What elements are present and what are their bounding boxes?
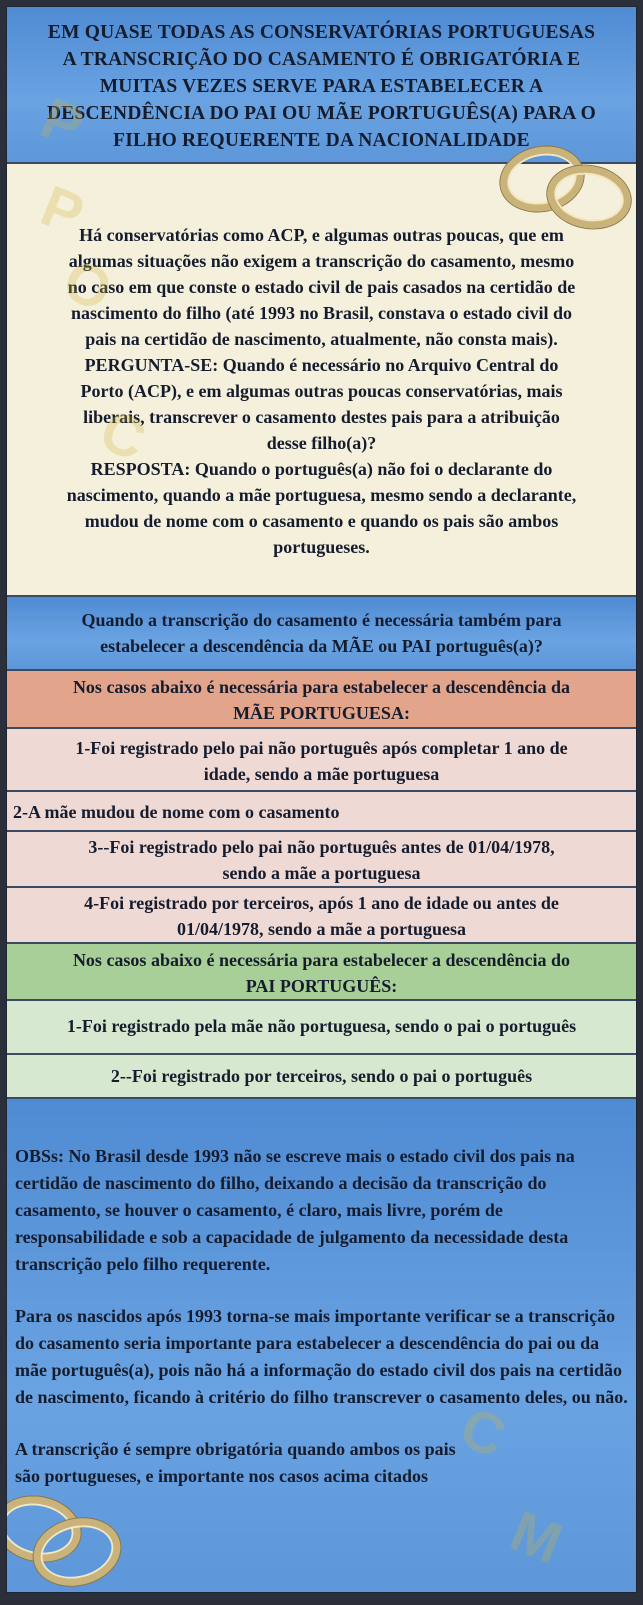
- question-line: PERGUNTA-SE: Quando é necessário no Arquivo Central do: [84, 355, 559, 375]
- title-line: FILHO REQUERENTE DA NACIONALIDADE: [113, 130, 530, 151]
- father-case-1: [7, 1001, 636, 1055]
- intro-line: pais na certidão de nascimento, atualmente, não consta mais).: [85, 329, 558, 349]
- father-header-line: Nos casos abaixo é necessária para estabelecer a descendência do: [72, 950, 571, 970]
- answer-line: RESPOSTA: Quando o português(a) não foi o declarante do: [90, 459, 553, 479]
- mother-header-line: MÃE PORTUGUESA:: [233, 703, 410, 723]
- question-text: Quando a transcrição do casamento é necessária também para: [81, 610, 562, 630]
- case-line: 1-Foi registrado pela mãe não portuguesa, sendo o pai o português: [66, 1016, 577, 1036]
- mother-case-2: [7, 792, 636, 832]
- obs-paragraph: Para os nascidos após 1993 torna-se mais importante verificar se a transcrição do casamento seria importante para estabelecer a descendência do pai ou da mãe português(a), pois não há a informação do estado civil dos pais na certidão de nascimento, ficando à critério do filho transcrever o casamento deles, ou não.: [15, 1306, 628, 1407]
- watermark: C: [451, 1394, 515, 1471]
- case-line: 3--Foi registrado pelo pai não português antes de 01/04/1978,: [88, 837, 555, 857]
- watermark: C: [91, 397, 155, 474]
- father-header-line: PAI PORTUGUÊS:: [245, 976, 398, 996]
- case-line: 01/04/1978, sendo a mãe a portuguesa: [176, 919, 466, 939]
- question-line: desse filho(a)?: [266, 433, 377, 453]
- intro-line: no caso em que conste o estado civil de pais casados na certidão de: [67, 277, 576, 297]
- watermark: M: [501, 1498, 571, 1577]
- intro-line: nascimento do filho (até 1993 no Brasil, constava o estado civil do: [70, 303, 572, 323]
- case-line: 2--Foi registrado por terceiros, sendo o pai o português: [110, 1066, 533, 1086]
- mother-case-4: [7, 888, 636, 944]
- mother-case-3: [7, 832, 636, 888]
- answer-line: mudou de nome com o casamento e quando os pais são ambos: [84, 511, 559, 531]
- case-line: 1-Foi registrado pelo pai não português após completar 1 ano de: [75, 738, 568, 758]
- case-line: 4-Foi registrado por terceiros, após 1 ano de idade ou antes de: [84, 893, 559, 913]
- mother-case-1: [7, 729, 636, 792]
- intro-block: [7, 164, 636, 597]
- title-block: [7, 7, 636, 164]
- answer-line: nascimento, quando a mãe portuguesa, mesmo sendo a declarante,: [66, 485, 577, 505]
- intro-line: Há conservatórias como ACP, e algumas outras poucas, que em: [79, 225, 564, 245]
- case-line: 2-A mãe mudou de nome com o casamento: [13, 802, 340, 822]
- question-text: estabelecer a descendência da MÃE ou PAI português(a)?: [100, 636, 543, 656]
- question-line: Porto (ACP), e em algumas outras poucas conservatórias, mais: [80, 381, 563, 401]
- mother-header-line: Nos casos abaixo é necessária para estabelecer a descendência da: [72, 677, 571, 697]
- watermark: P: [32, 173, 93, 248]
- case-line: sendo a mãe a portuguesa: [222, 863, 421, 883]
- case-line: idade, sendo a mãe portuguesa: [203, 764, 440, 784]
- title-line: EM QUASE TODAS AS CONSERVATÓRIAS PORTUGUESAS: [47, 22, 596, 43]
- question-line: liberais, transcrever o casamento destes pais para a atribuição: [83, 407, 560, 427]
- answer-line: portugueses.: [273, 537, 370, 557]
- infographic: [6, 6, 637, 1593]
- question-block: [7, 597, 636, 671]
- father-case-2: [7, 1055, 636, 1099]
- observations-block: [7, 1099, 636, 1592]
- title-line: MUITAS VEZES SERVE PARA ESTABELECER A: [99, 76, 544, 97]
- watermark: O: [54, 246, 121, 325]
- intro-line: algumas situações não exigem a transcrição do casamento, mesmo: [68, 251, 575, 271]
- title-line: DESCENDÊNCIA DO PAI OU MÃE PORTUGUÊS(A) PARA O: [47, 103, 596, 124]
- watermark: P: [32, 85, 93, 160]
- father-header: [7, 944, 636, 1001]
- obs-paragraph: A transcrição é sempre obrigatória quando ambos os pais são portugueses, e importante nos casos acima citados: [15, 1439, 456, 1486]
- title-line: A TRANSCRIÇÃO DO CASAMENTO É OBRIGATÓRIA E: [62, 49, 581, 70]
- mother-header: [7, 671, 636, 729]
- obs-paragraph: OBSs: No Brasil desde 1993 não se escreve mais o estado civil dos pais na certidão de nascimento do filho, deixando a decisão da transcrição do casamento, se houver o casamento, é claro, mais livre, porém de responsabilidade e sob a capacidade de julgamento da necessidade desta transcrição pelo filho requerente.: [15, 1146, 575, 1274]
